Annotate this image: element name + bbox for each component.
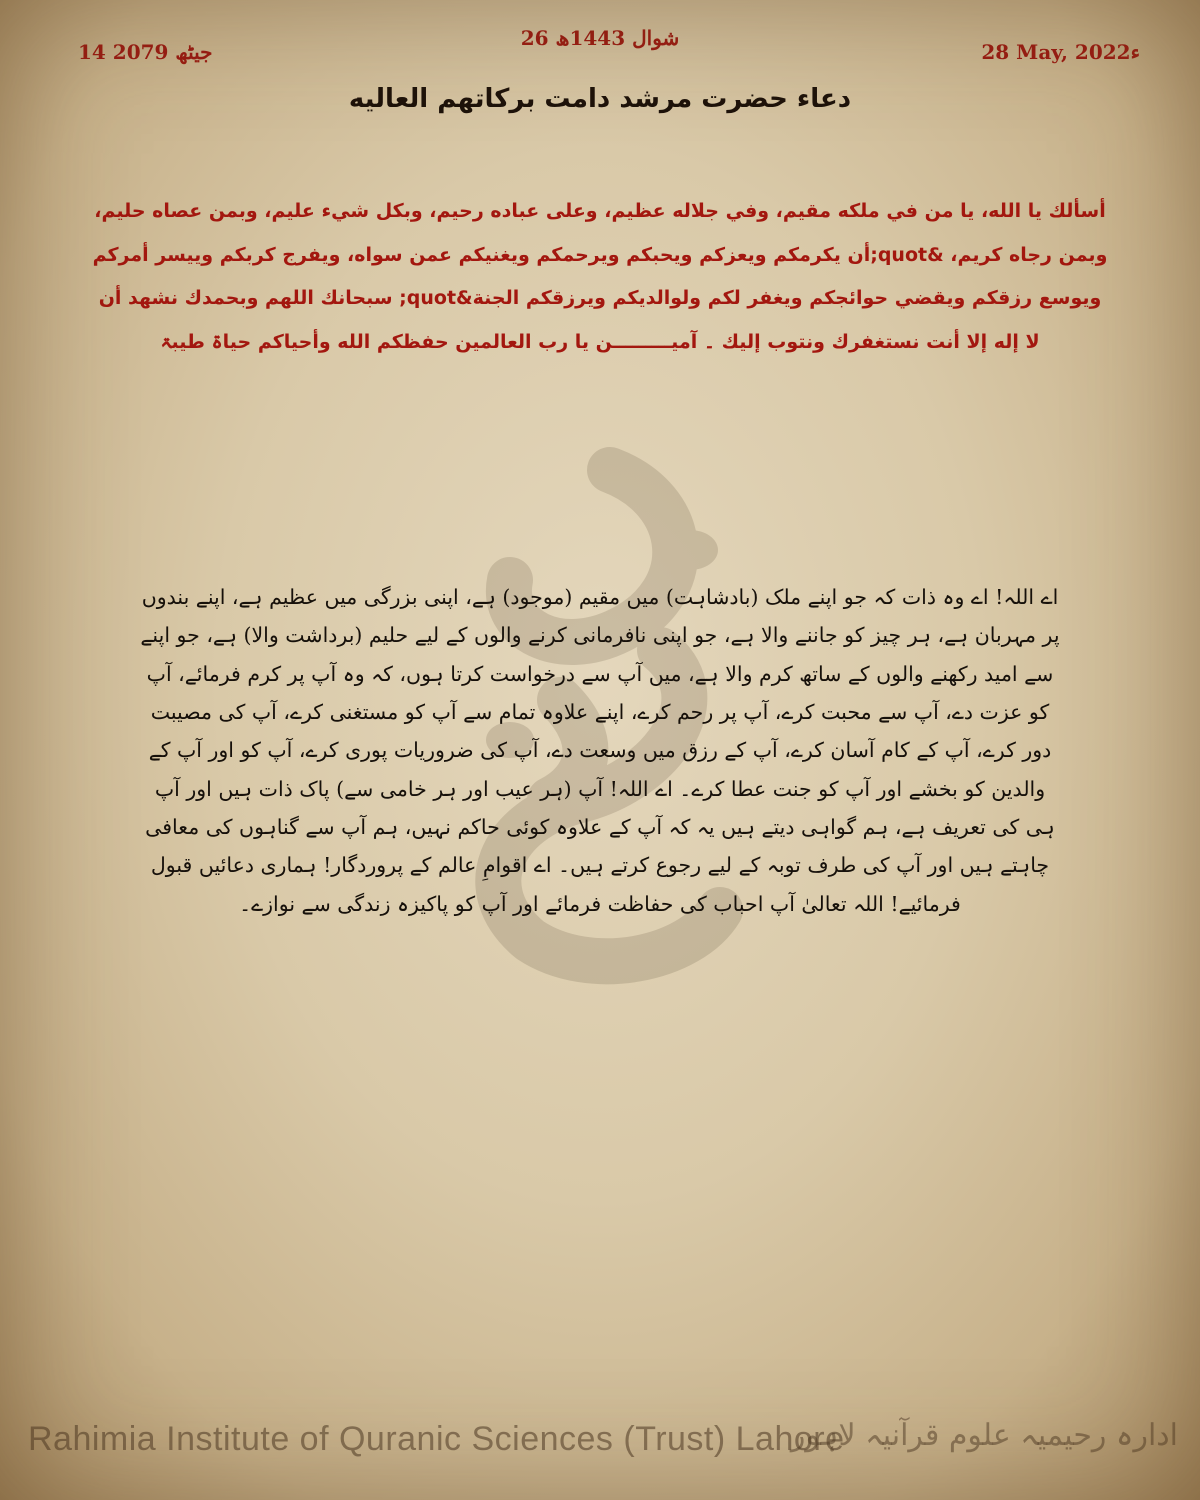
institute-logo-calligraphy: ادارہ رحیمیہ علوم قرآنیہ لاہور — [790, 1418, 1178, 1453]
date-gregorian: 28 May, 2022ء — [981, 40, 1140, 64]
dua-arabic-text: أسألك يا الله، يا من في ملكه مقيم، وفي جلاله عظيم، وعلى عباده رحيم، وبكل شيء عليم، وبمن عصاه حليم، وبمن رجاه كريم، &quot;أن يكرمكم ويعزكم ويحبكم ويرحمكم ويغنيكم عمن سواه، ويفرج كربكم وييسر أمركم ويوسع رزقكم ويقضي حوائجكم ويغفر لكم ولوالديكم ويرزقكم الجنة&quot; سبحانك اللهم وبحمدك نشهد أن لا إله إلا أنت نستغفرك ونتوب إليك ۔ آمیـــــــــن یا رب العالمین حفظکم الله وأحیاکم حیاۃ طیبۃ — [92, 200, 1108, 354]
date-hijri: 26 شوال 1443ھ — [520, 26, 680, 50]
urdu-translation-text: اے اللہ! اے وہ ذات کہ جو اپنے ملک (بادشاہت) میں مقیم (موجود) ہے، اپنی بزرگی میں عظیم ہے، اپنے بندوں پر مہربان ہے، ہر چیز کو جاننے والا ہے، جو اپنی نافرمانی کرنے والوں کے لیے حلیم (برداشت والا) ہے، جو اپنے سے امید رکھنے والوں کے ساتھ کرم والا ہے، میں آپ سے درخواست کرتا ہوں، کہ وہ آپ پر کرم فرمائے، آپ کو عزت دے، آپ سے محبت کرے، آپ پر رحم کرے، اپنے علاوہ تمام سے آپ کو مستغنی کرے، آپ کی مصیبت دور کرے، آپ کے کام آسان کرے، آپ کے رزق میں وسعت دے، آپ کی ضروریات پوری کرے، آپ کو اور آپ کے والدین کو بخشے اور آپ کو جنت عطا کرے۔ اے اللہ! آپ (ہر عیب اور ہر خامی سے) پاک ذات ہیں اور آپ ہی کی تعریف ہے، ہم گواہی دیتے ہیں یہ کہ آپ کے علاوہ کوئی حاکم نہیں، ہم آپ سے گناہوں کی معافی چاہتے ہیں اور آپ کی طرف توبہ کے لیے رجوع کرتے ہیں۔ اے اقوامِ عالم کے پروردگار! ہماری دعائیں قبول فرمائیے! اللہ تعالیٰ آپ احباب کی حفاظت فرمائے اور آپ کو پاکیزہ زندگی سے نوازے۔ — [140, 585, 1060, 916]
page-title: دعاء حضرت مرشد دامت برکاتهم العاليه — [348, 84, 852, 114]
institute-name-english: Rahimia Institute of Quranic Sciences (Trust) Lahore — [28, 1420, 845, 1458]
date-bikrami: 14 جیٹھ 2079 — [78, 40, 213, 64]
